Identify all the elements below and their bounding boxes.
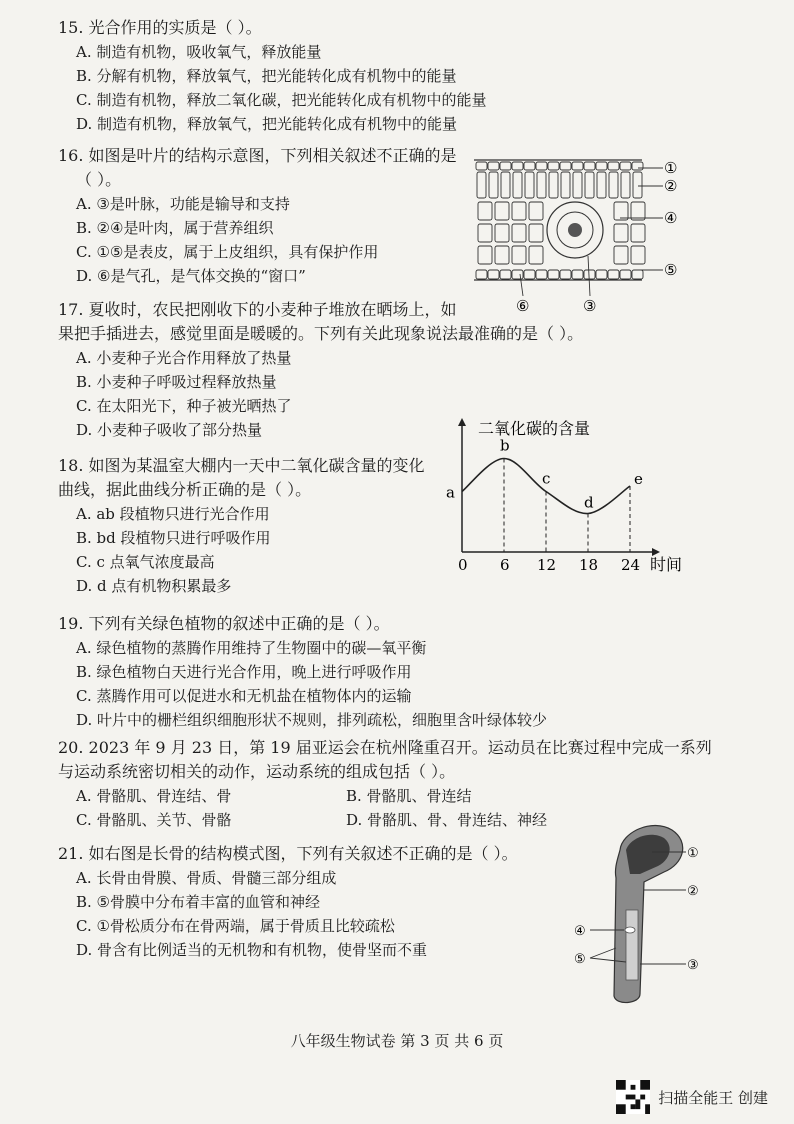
leaf-label-3: ③	[583, 297, 597, 315]
leaf-label-1: ①	[664, 159, 678, 177]
option-b: B. 骨骼肌、骨连结	[346, 787, 472, 805]
palisade-cell	[477, 172, 486, 198]
lower-epidermis-cell	[500, 270, 511, 279]
question-16	[58, 144, 457, 288]
spongy-cell	[478, 202, 492, 220]
leaf-label-6: ⑥	[516, 297, 530, 315]
lower-epidermis-cell	[476, 270, 487, 279]
spongy-cell	[614, 202, 628, 220]
chart-title: 二氧化碳的含量	[478, 419, 591, 438]
option-a: A. 长骨由骨膜、骨质、骨髓三部分组成	[76, 869, 337, 887]
option-d: D. 制造有机物，释放氧气，把光能转化成有机物中的能量	[76, 115, 458, 133]
question-stem-cont: 果把手插进去，感觉里面是暖暖的。下列有关此现象说法最准确的是（ ）。	[58, 324, 584, 343]
question-20	[58, 736, 712, 832]
spongy-cell	[614, 246, 628, 264]
x-tick-label: 24	[621, 556, 641, 574]
bone-label-2: ②	[687, 884, 699, 899]
spongy-cell	[512, 202, 526, 220]
option-b: B. 绿色植物白天进行光合作用，晚上进行呼吸作用	[76, 663, 412, 681]
bone-label-5: ⑤	[574, 952, 586, 967]
option-c: C. ①骨松质分布在骨两端，属于骨质且比较疏松	[76, 917, 395, 935]
option-a: A. 骨骼肌、骨连结、骨	[76, 787, 232, 805]
upper-epidermis-cell	[632, 162, 643, 170]
upper-epidermis-cell	[560, 162, 571, 170]
spongy-cell	[478, 224, 492, 242]
upper-epidermis-cell	[476, 162, 487, 170]
question-18	[58, 454, 425, 598]
upper-epidermis-cell	[536, 162, 547, 170]
palisade-cell	[609, 172, 618, 198]
lower-epidermis-cell	[512, 270, 523, 279]
leaf-label-2: ②	[664, 177, 678, 195]
bone-label-1: ①	[687, 846, 699, 861]
x-axis-label: 时间	[650, 555, 683, 574]
palisade-cell	[525, 172, 534, 198]
option-c: C. 制造有机物，释放二氧化碳，把光能转化成有机物中的能量	[76, 91, 487, 109]
page-footer: 八年级生物试卷 第 3 页 共 6 页	[290, 1032, 504, 1050]
spongy-cell	[495, 246, 509, 264]
question-stem-cont: 与运动系统密切相关的动作，运动系统的组成包括（ ）。	[58, 762, 456, 781]
qr-code-icon	[616, 1080, 650, 1114]
option-a: A. ab 段植物只进行光合作用	[76, 505, 270, 523]
x-tick-label: 6	[500, 556, 510, 574]
question-stem: 15. 光合作用的实质是（ ）。	[58, 18, 262, 37]
lower-epidermis-cell	[560, 270, 571, 279]
leaf-label-4: ④	[664, 209, 678, 227]
spongy-cell	[631, 202, 645, 220]
option-d: D. ⑥是气孔，是气体交换的“窗口”	[76, 267, 306, 285]
question-stem: 21. 如右图是长骨的结构模式图，下列有关叙述不正确的是（ ）。	[58, 844, 518, 863]
upper-epidermis-cell	[596, 162, 607, 170]
point-label: a	[446, 483, 455, 502]
option-d: D. d 点有机物积累最多	[76, 577, 232, 595]
palisade-cell	[501, 172, 510, 198]
leaf-label-5: ⑤	[664, 261, 678, 279]
palisade-cell	[573, 172, 582, 198]
upper-epidermis-cell	[572, 162, 583, 170]
x-tick-label: 18	[579, 556, 599, 574]
palisade-cell	[537, 172, 546, 198]
question-stem: 17. 夏收时，农民把刚收下的小麦种子堆放在晒场上，如	[58, 300, 457, 319]
palisade-cell	[513, 172, 522, 198]
lower-epidermis-cell	[548, 270, 559, 279]
lower-epidermis-cell	[536, 270, 547, 279]
upper-epidermis-cell	[584, 162, 595, 170]
option-a: A. ③是叶脉，功能是输导和支持	[76, 195, 290, 213]
spongy-cell	[478, 246, 492, 264]
spongy-cell	[631, 246, 645, 264]
lower-epidermis-cell	[572, 270, 583, 279]
option-d: D. 骨含有比例适当的无机物和有机物，使骨坚而不重	[76, 941, 428, 959]
spongy-cell	[631, 224, 645, 242]
question-19	[58, 612, 547, 732]
co2-line-chart	[440, 410, 700, 580]
option-b: B. ②④是叶肉，属于营养组织	[76, 219, 274, 237]
bone-label-4: ④	[574, 924, 586, 939]
scanner-watermark	[616, 1080, 768, 1114]
palisade-cell	[633, 172, 642, 198]
point-label: e	[634, 470, 643, 488]
palisade-cell	[561, 172, 570, 198]
question-stem: 16. 如图是叶片的结构示意图，下列相关叙述不正确的是	[58, 146, 457, 165]
option-a: A. 小麦种子光合作用释放了热量	[76, 349, 292, 367]
marrow-cavity	[626, 910, 638, 980]
spongy-cell	[495, 202, 509, 220]
lower-epidermis-cell	[620, 270, 631, 279]
option-c: C. 蒸腾作用可以促进水和无机盐在植物体内的运输	[76, 687, 412, 705]
long-bone-figure	[560, 820, 710, 1010]
question-stem: 19. 下列有关绿色植物的叙述中正确的是（ ）。	[58, 614, 390, 633]
lower-epidermis-cell	[596, 270, 607, 279]
x-tick-label: 12	[537, 556, 557, 574]
option-d: D. 叶片中的栅栏组织细胞形状不规则，排列疏松，细胞里含叶绿体较少	[76, 711, 548, 729]
spongy-cell	[614, 224, 628, 242]
lower-epidermis-cell	[632, 270, 643, 279]
option-c: C. 在太阳光下，种子被光晒热了	[76, 397, 292, 415]
option-d: D. 小麦种子吸收了部分热量	[76, 421, 263, 439]
option-b: B. 分解有机物，释放氧气，把光能转化成有机物中的能量	[76, 67, 457, 85]
palisade-cell	[489, 172, 498, 198]
option-a: A. 制造有机物，吸收氧气，释放能量	[76, 43, 322, 61]
spongy-cell	[529, 246, 543, 264]
upper-epidermis-cell	[524, 162, 535, 170]
upper-epidermis-cell	[488, 162, 499, 170]
question-stem: 18. 如图为某温室大棚内一天中二氧化碳含量的变化	[58, 456, 425, 475]
palisade-cell	[597, 172, 606, 198]
leaf-cells	[476, 162, 645, 279]
option-b: B. ⑤骨膜中分布着丰富的血管和神经	[76, 893, 321, 911]
option-a: A. 绿色植物的蒸腾作用维持了生物圈中的碳—氧平衡	[76, 639, 427, 657]
option-c: C. 骨骼肌、关节、骨骼	[76, 811, 232, 829]
upper-epidermis-cell	[548, 162, 559, 170]
lower-epidermis-cell	[524, 270, 535, 279]
spongy-cell	[529, 202, 543, 220]
question-21	[58, 842, 518, 962]
question-stem-cont: （ ）。	[76, 170, 122, 189]
lower-epidermis-cell	[488, 270, 499, 279]
spongy-cell	[512, 246, 526, 264]
option-d: D. 骨骼肌、骨、骨连结、神经	[346, 811, 548, 829]
leaf-structure-figure	[470, 152, 692, 316]
palisade-cell	[549, 172, 558, 198]
point-label: d	[584, 493, 594, 512]
y-axis-arrow	[458, 418, 466, 426]
x-tick-label: 0	[458, 556, 468, 574]
option-c: C. ①⑤是表皮，属于上皮组织，具有保护作用	[76, 243, 379, 261]
palisade-cell	[585, 172, 594, 198]
upper-epidermis-cell	[608, 162, 619, 170]
bone-label-3: ③	[687, 958, 699, 973]
spongy-cell	[495, 224, 509, 242]
spongy-cell	[529, 224, 543, 242]
upper-epidermis-cell	[512, 162, 523, 170]
option-b: B. 小麦种子呼吸过程释放热量	[76, 373, 277, 391]
option-c: C. c 点氧气浓度最高	[76, 553, 215, 571]
point-label: b	[500, 436, 510, 455]
question-stem: 20. 2023 年 9 月 23 日，第 19 届亚运会在杭州隆重召开。运动员在比赛过程中完成一系列	[58, 738, 712, 757]
question-15	[58, 16, 486, 136]
question-stem-cont: 曲线，据此曲线分析正确的是（ ）。	[58, 480, 312, 499]
scanner-brand-text: 扫描全能王 创建	[658, 1088, 768, 1107]
palisade-cell	[621, 172, 630, 198]
spongy-cell	[512, 224, 526, 242]
upper-epidermis-cell	[500, 162, 511, 170]
option-b: B. bd 段植物只进行呼吸作用	[76, 529, 271, 547]
upper-epidermis-cell	[620, 162, 631, 170]
point-label: c	[542, 469, 551, 488]
lower-epidermis-cell	[608, 270, 619, 279]
